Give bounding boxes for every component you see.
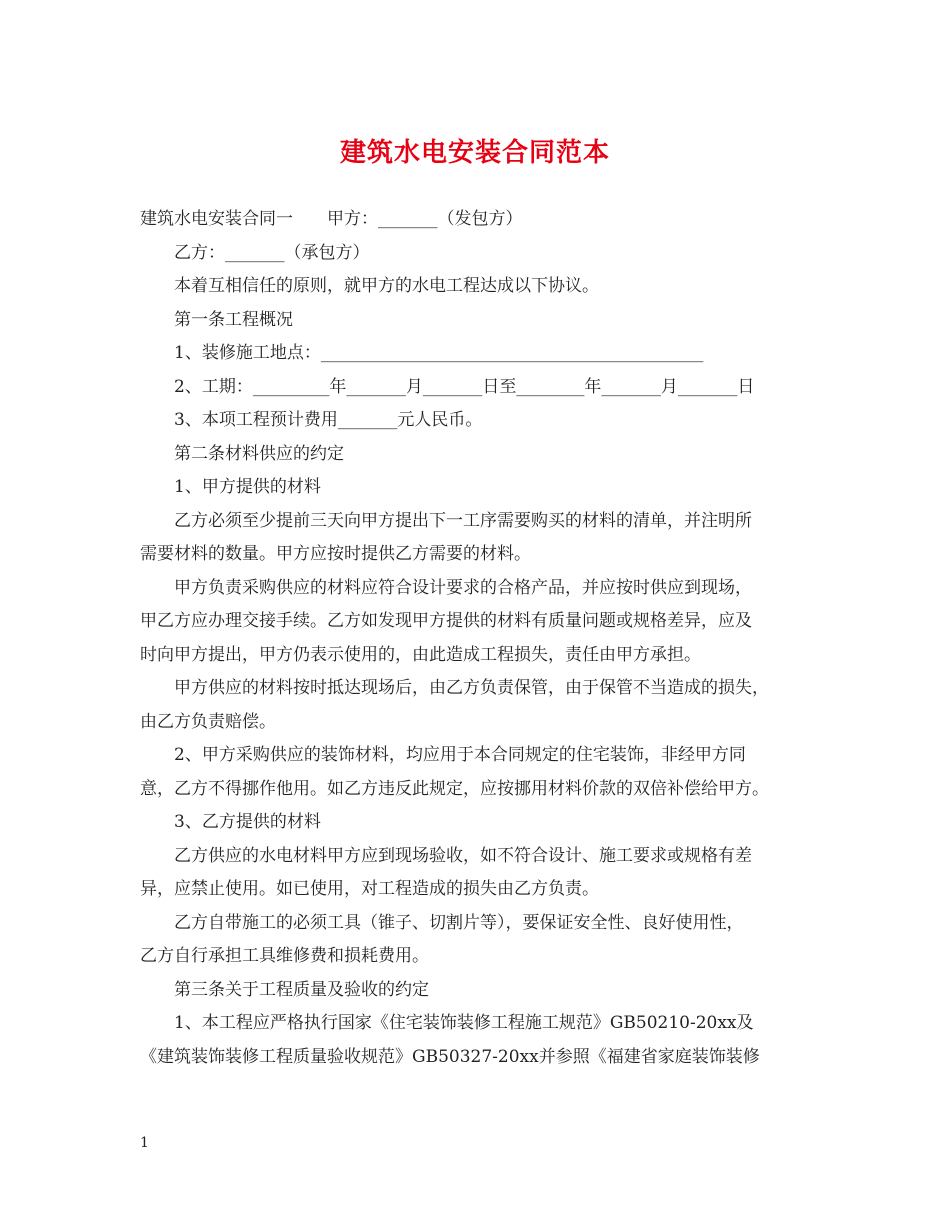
document-body [140,203,830,1074]
document-title: 建筑水电安装合同范本 [339,138,610,168]
document-line: 第一条工程概况 [174,309,293,330]
document-line: 1、本工程应严格执行国家《住宅装饰装修工程施工规范》GB50210-20xx及 [174,1013,754,1033]
document-line: 本着互相信任的原则，就甲方的水电工程达成以下协议。 [174,276,599,296]
document-line: 甲乙方应办理交接手续。乙方如发现甲方提供的材料有质量问题或规格差异，应及 [140,611,752,631]
document-line: 1、装修施工地点：_____________________________________________ [174,343,704,363]
document-line: 乙方自带施工的必须工具（锥子、切割片等），要保证安全性、良好使用性， [174,912,744,933]
document-line: 时向甲方提出，甲方仍表示使用的，由此造成工程损失，责任由甲方承担。 [140,644,701,665]
document-line: 建筑水电安装合同一 甲方：_______（发包方） [140,209,523,229]
document-line: 甲方供应的材料按时抵达现场后，由乙方负责保管，由于保管不当造成的损失， [174,678,769,698]
document-line: 需要材料的数量。甲方应按时提供乙方需要的材料。 [140,544,531,564]
document-line: 异，应禁止使用。如已使用，对工程造成的损失由乙方负责。 [140,879,599,899]
document-line: 乙方：_______（承包方） [174,242,370,263]
document-line: 意，乙方不得挪作他用。如乙方违反此规定，应按挪用材料价款的双倍补偿给甲方。 [140,778,769,799]
document-line: 3、乙方提供的材料 [174,812,321,832]
document-line: 乙方供应的水电材料甲方应到现场验收，如不符合设计、施工要求或规格有差 [174,845,752,866]
document-line: 乙方必须至少提前三天向甲方提出下一工序需要购买的材料的清单，并注明所 [174,510,752,531]
document-line: 《建筑装饰装修工程质量验收规范》GB50327-20xx并参照《福建省家庭装饰装修 [140,1046,760,1067]
document-line: 1、甲方提供的材料 [174,477,321,497]
document-line: 2、工期：_________年_______月_______日至________年_______月_______日 [174,376,755,397]
document-line: 2、甲方采购供应的装饰材料，均应用于本合同规定的住宅装饰，非经甲方同 [174,745,746,765]
document-line: 第二条材料供应的约定 [174,443,344,464]
document-line: 由乙方负责赔偿。 [140,711,276,732]
page-number: 1 [140,1135,149,1151]
document-line: 乙方自行承担工具维修费和损耗费用。 [140,946,429,966]
document-line: 3、本项工程预计费用_______元人民币。 [174,410,483,430]
document-line: 第三条关于工程质量及验收的约定 [174,979,429,1000]
document-line: 甲方负责采购供应的材料应符合设计要求的合格产品，并应按时供应到现场， [174,577,752,598]
